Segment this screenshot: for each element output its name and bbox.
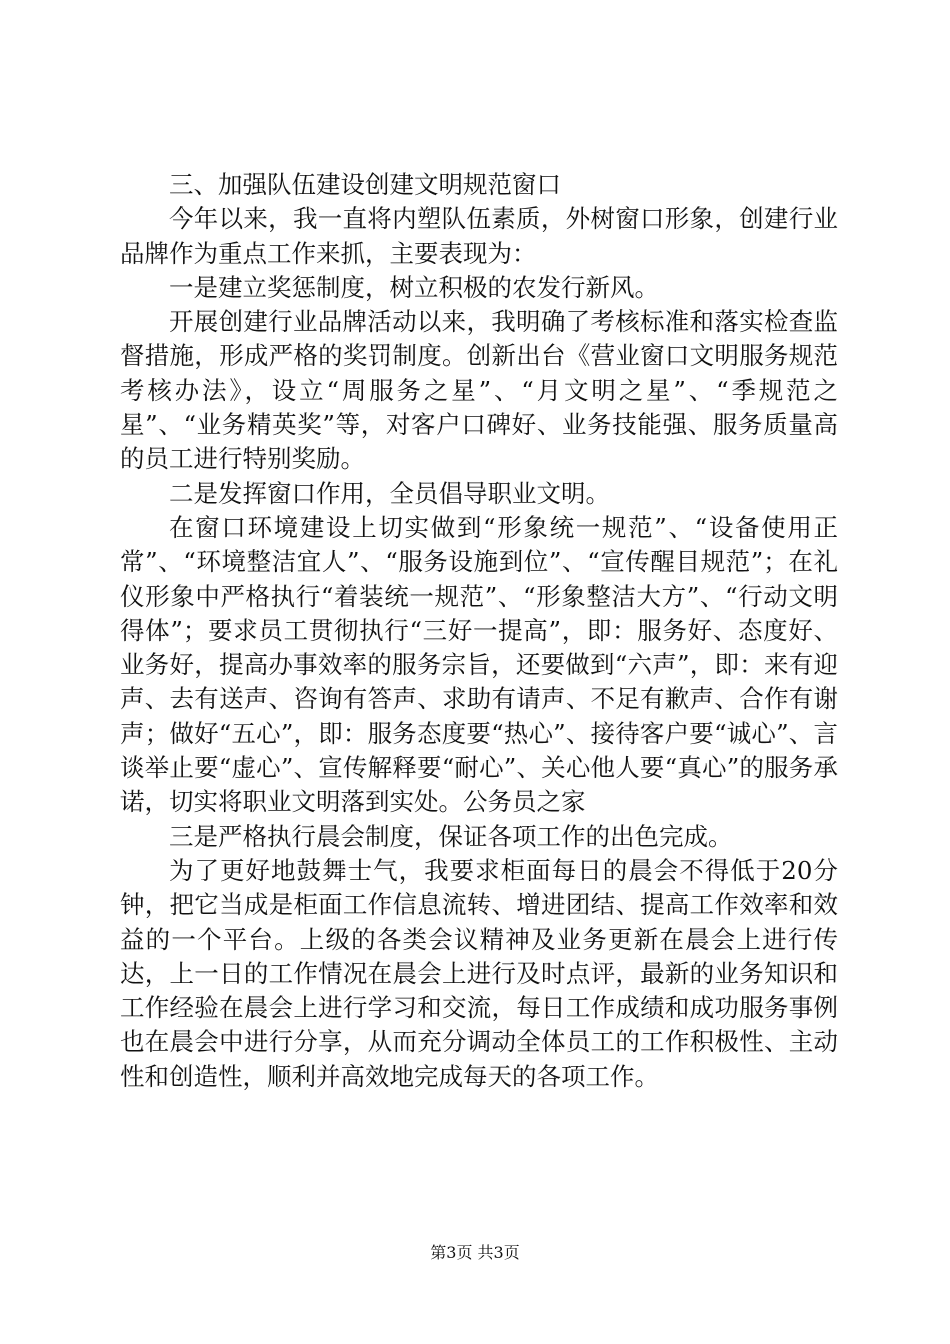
sub-heading: 三是严格执行晨会制度，保证各项工作的出色完成。 — [169, 821, 733, 851]
body-paragraph: 在窗口环境建设上切实做到“形象统一规范”、“设备使用正常”、“环境整洁宜人”、“服务设施到位”、“宣传醒目规范”；在礼仪形象中严格执行“着装统一规范”、“形象整洁大方”、“行动文明得体”；要求员工贯彻执行“三好一提高”，即：服务好、态度好、业务好，提高办事效率的服务宗旨，还要做到“六声”，即：来有迎声、去有送声、咨询有答声、求助有请声、不足有歉声、合作有谢声；做好“五心”，即：服务态度要“热心”、接待客户要“诚心”、言谈举止要“虚心”、宣传解释要“耐心”、关心他人要“真心”的服务承诺，切实将职业文明落到实处。公务员之家 — [120, 512, 838, 817]
section-heading: 三、加强队伍建设创建文明规范窗口 — [169, 170, 561, 199]
sub-heading: 二是发挥窗口作用，全员倡导职业文明。 — [169, 478, 610, 508]
page-number-footer: 第3页 共3页 — [430, 1243, 520, 1262]
body-paragraph: 今年以来，我一直将内塑队伍素质，外树窗口形象，创建行业品牌作为重点工作来抓，主要表现为： — [120, 204, 838, 268]
body-paragraph: 为了更好地鼓舞士气，我要求柜面每日的晨会不得低于20分钟，把它当成是柜面工作信息流转、增进团结、提高工作效率和效益的一个平台。上级的各类会议精神及业务更新在晨会上进行传达，上一日的工作情况在晨会上进行及时点评，最新的业务知识和工作经验在晨会上进行学习和交流，每日工作成绩和成功服务事例也在晨会中进行分享，从而充分调动全体员工的工作积极性、主动性和创造性，顺利并高效地完成每天的各项工作。 — [120, 855, 838, 1091]
document-body — [120, 168, 838, 1094]
sub-heading: 一是建立奖惩制度，树立积极的农发行新风。 — [169, 272, 659, 302]
body-paragraph: 开展创建行业品牌活动以来，我明确了考核标准和落实检查监督措施，形成严格的奖罚制度。创新出台《营业窗口文明服务规范考核办法》，设立“周服务之星”、“月文明之星”、“季规范之星”、“业务精英奖”等，对客户口碑好、业务技能强、服务质量高的员工进行特别奖励。 — [120, 307, 838, 474]
